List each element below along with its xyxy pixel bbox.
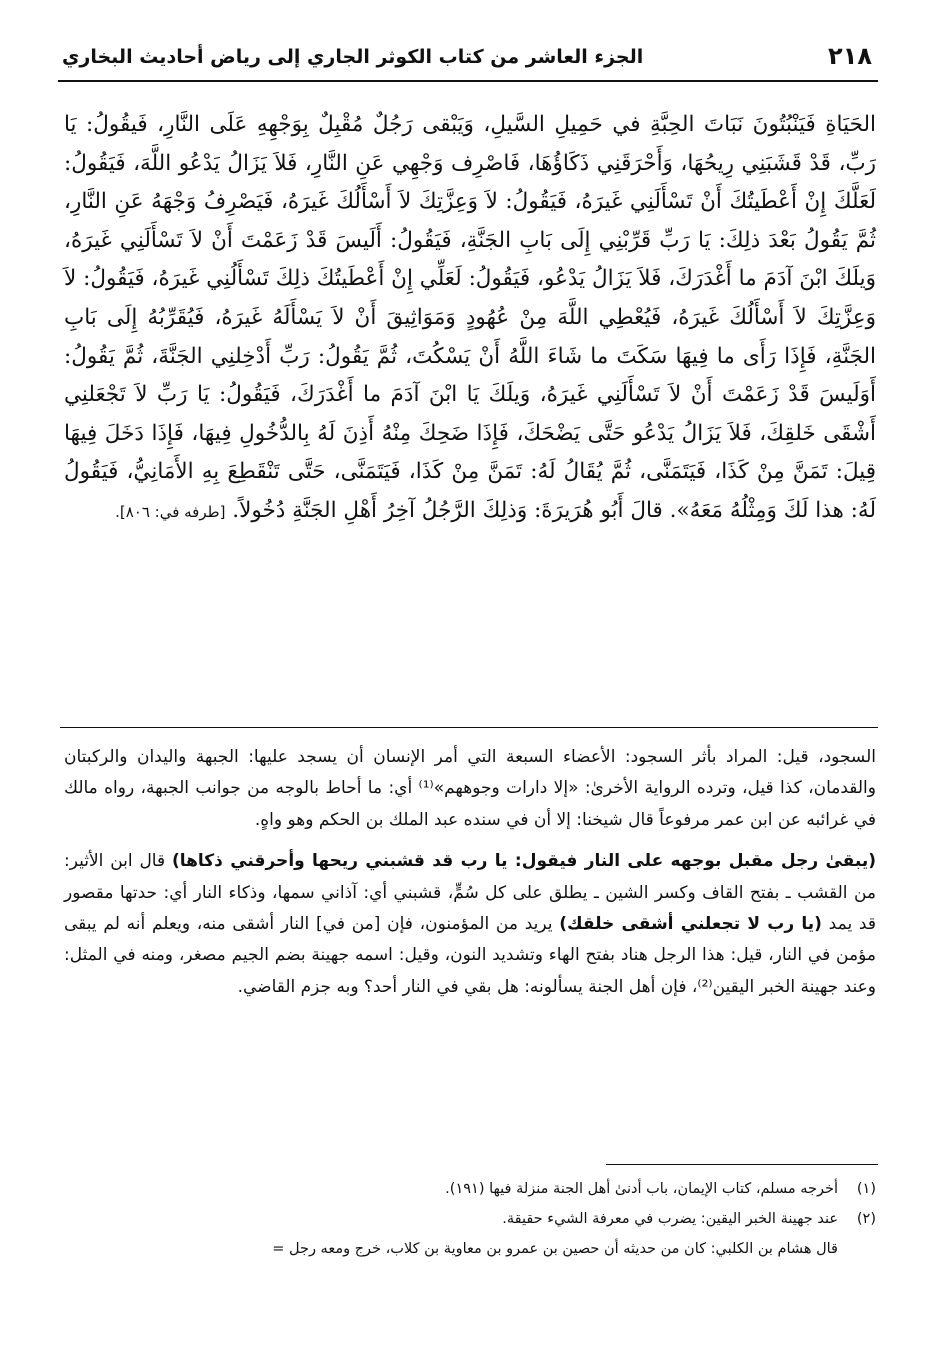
running-header [58, 38, 878, 82]
footnote-number: (٢) [856, 1211, 876, 1227]
footnotes [64, 1174, 876, 1264]
page-number: ٢١٨ [828, 42, 872, 70]
commentary-paragraph [64, 846, 876, 1003]
footnote-text: عند جهينة الخبر اليقين: يضرب في معرفة الشيء حقيقة. [502, 1211, 838, 1227]
commentary [64, 742, 876, 1003]
footnote-text: قال هشام بن الكلبي: كان من حديثه أن حصين بن عمرو بن معاوية بن كلاب، خرج ومعه رجل = [272, 1241, 838, 1257]
section-divider [60, 727, 878, 728]
footnote-continuation [64, 1234, 876, 1264]
footnote [64, 1204, 876, 1234]
footnote-text: أخرجه مسلم، كتاب الإيمان، باب أدنىٰ أهل الجنة منزلة فيها (١٩١). [445, 1181, 838, 1197]
footnote-number: (١) [856, 1181, 876, 1197]
quoted-matn: (يا رب لا تجعلني أشقى خلقك) [559, 914, 822, 935]
footnote [64, 1174, 876, 1204]
commentary-text: قال ابن الأثير: من القشب ـ بفتح القاف وكسر الشين ـ يطلق على كل سُمٍّ، قشبني أي: آذاني سمها، وذكاء النار أي: حدتها مقصور قد يمد [64, 851, 876, 935]
hadith-text [64, 106, 876, 532]
footnote-divider [606, 1164, 878, 1165]
commentary-text: يريد من المؤمنون، فإن [من في] النار أشقى منه، ويعلم أنه لم يبقى مؤمن في النار، قيل: هذا الرجل هناد بفتح الهاء وتشديد النون، وقيل: اسمه جهينة بضم الجيم مصغر، ومنه في المثل: وعند جهينة الخبر اليقين⁽²⁾، فإن أهل الجنة يسألونه: هل بقي في النار أحد؟ وبه جزم القاضي. [64, 914, 876, 997]
cross-reference: [طرفه في: ٨٠٦]. [115, 502, 226, 521]
running-title: الجزء العاشر من كتاب الكوثر الجاري إلى رياض أحاديث البخاري [62, 46, 644, 68]
quoted-matn: (يبقىٰ رجل مقبل بوجهه على النار فيقول: يا رب قد قشبني ريحها وأحرقني ذكاها) [171, 851, 876, 872]
commentary-paragraph [64, 742, 876, 836]
hadith-body: الحَيَاةِ فَيَنْبُتُونَ نَبَاتَ الحِبَّةِ في حَمِيلِ السَّيلِ، وَيَبْقى رَجُلٌ مُقْبِلٌ بِوَجْهِهِ عَلَى النَّارِ، فَيقُولُ: يَا رَبِّ، قَدْ قَشَبَنِي رِيحُهَا، وَأَحْرَقَنِي ذَكَاؤُهَا، فَاصْرِف وَجْهِي عَنِ النَّارِ، فَلاَ يَزَالُ يَدْعُو اللَّهَ، فَيَقُولُ: لَعَلَّكَ إِنْ أَعْطَيتُكَ أَنْ تَسْأَلَنِي غَيرَهُ، فَيَقُولُ: لاَ وَعِزَّتِكَ لاَ أَسْأَلُكَ غَيرَهُ، فَيَصْرِفُ وَجْهَهُ عَنِ النَّارِ، ثُمَّ يَقُولُ بَعْدَ ذلِكَ: يَا رَبِّ قَرِّبْنِي إِلَى بَابِ الجَنَّةِ، فَيَقُولُ: أَلَيسَ قَدْ زَعَمْتَ أَنْ لاَ تَسْأَلَنِي غَيرَهُ، وَيلَكَ ابْنَ آدَمَ ما أَغْدَرَكَ، فَلاَ يَزَالُ يَدْعُو، فَيَقُولُ: لَعَلِّي إِنْ أَعْطَيتُكَ ذلِكَ تَسْأَلُنِي غَيرَهُ، فَيَقُولُ: لاَ وَعِزَّتِكَ لاَ أَسْأَلُكَ غَيرَهُ، فَيُعْطِي اللَّهَ مِنْ عُهُودٍ وَمَوَاثِيقَ أَنْ لاَ يَسْأَلَهُ غَيرَهُ، فَيُقَرِّبُهُ إِلَى بَابِ الجَنَّةِ، فَإِذَا رَأَى ما فِيهَا سَكَتَ ما شَاءَ اللَّهُ أَنْ يَسْكُتَ، ثُمَّ يَقُولُ: رَبِّ أَدْخِلنِي الجَنَّةَ، ثُمَّ يَقُولُ: أَوَلَيسَ قَدْ زَعَمْتَ أَنْ لاَ تَسْأَلَنِي غَيرَهُ، وَيلَكَ يَا ابْنَ آدَمَ ما أَغْدَرَكَ، فَيَقُولُ: يَا رَبِّ لاَ تَجْعَلنِي أَشْقَى خَلقِكَ، فَلاَ يَزَالُ يَدْعُو حَتَّى يَضْحَكَ، فَإِذَا ضَحِكَ مِنْهُ أَذِنَ لَهُ بِالدُّخُولِ فِيهَا، فَإِذَا دَخَلَ فِيهَا قِيلَ: تَمَنَّ مِنْ كَذَا، فَيَتَمَنَّى، ثُمَّ يُقَالُ لَهُ: تَمَنَّ مِنْ كَذَا، فَيَتَمَنَّى، حَتَّى تَنْقَطِعَ بِهِ الأَمَانِيُّ، فَيَقُولُ لَهُ: هذا لَكَ وَمِثْلُهُ مَعَهُ». قالَ أَبُو هُرَيرَةَ: وَذلِكَ الرَّجُلُ آخِرُ أَهْلِ الجَنَّةِ دُخُولاً. [64, 112, 876, 523]
commentary-text: السجود، قيل: المراد بأثر السجود: الأعضاء السبعة التي أمر الإنسان أن يسجد عليها: الجبهة واليدان والركبتان والقدمان، كذا قيل، وترده الرواية الأخرىٰ: «إلا دارات وجوههم»⁽¹⁾ أي: ما أحاط بالوجه من جوانب الجبهة، رواه مالك في غرائبه عن ابن عمر مرفوعاً قال شيخنا: إلا أن في سنده عبد الملك بن الحكم وهو واهٍ. [64, 747, 876, 830]
